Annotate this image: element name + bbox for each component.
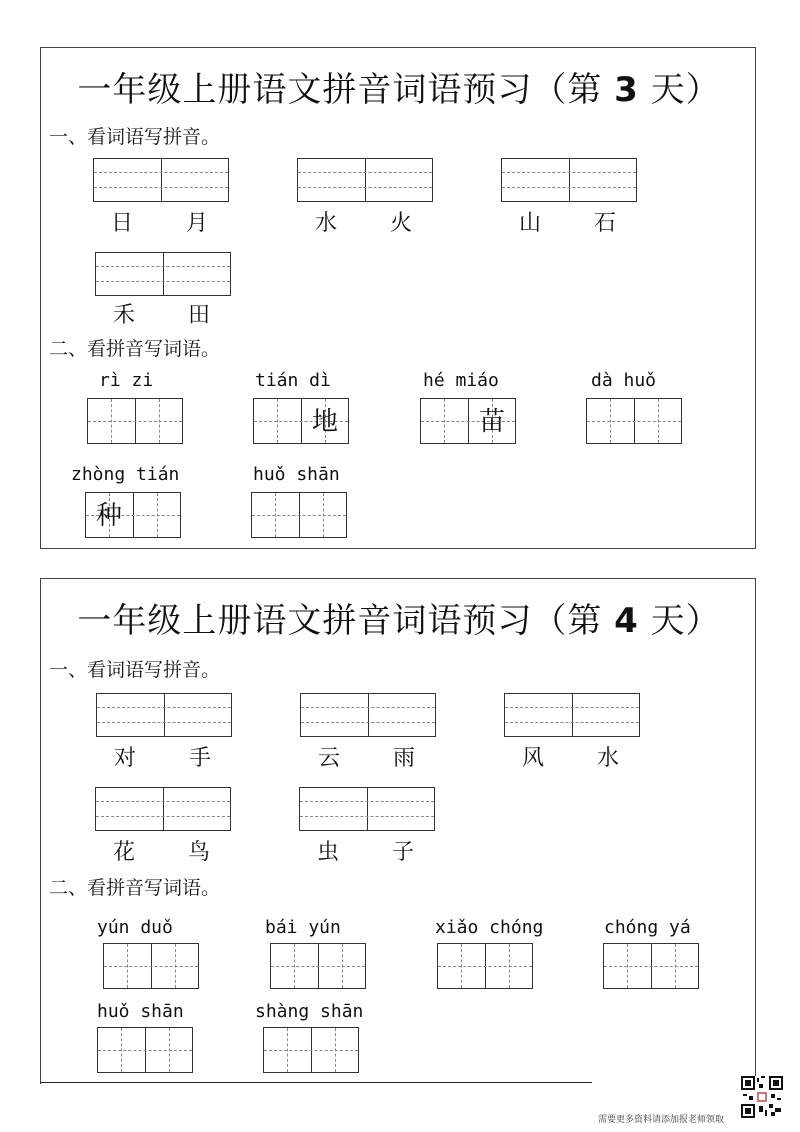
character-writing-grid[interactable] [253,398,349,444]
character-writing-grid[interactable] [251,492,347,538]
section-heading-write-pinyin: 一、看词语写拼音。 [49,659,221,681]
pinyin-answer-box[interactable] [96,693,232,737]
pinyin-prompt: shàng shān [255,1001,364,1022]
pinyin-prompt: huǒ shān [253,464,340,485]
pinyin-prompt: dà huǒ [591,370,657,391]
pinyin-prompt: xiǎo chóng [435,917,544,938]
character-writing-grid[interactable] [420,398,516,444]
section-heading-write-words: 二、看拼音写词语。 [49,338,221,360]
footer-note: 需要更多资料请添加报老师领取 [598,1115,725,1125]
character-writing-grid[interactable] [437,943,533,989]
character-writing-grid[interactable] [270,943,366,989]
bottom-border-line [40,1082,592,1083]
character-writing-grid[interactable] [103,943,199,989]
page-title-day3: 一年级上册语文拼音词语预习（第 3 天） [77,70,721,110]
pinyin-prompt: zhòng tián [71,464,180,485]
pinyin-prompt: rì zi [99,370,154,391]
worksheet-day3: 一年级上册语文拼音词语预习（第 3 天） 一、看词语写拼音。 日 月 水 火 山 石 禾 田 二、看拼音写词语。 rì zi tián dì hé miáo dà huǒ 地 苗 zhòng tián huǒ shān 种 [40,47,756,549]
character-writing-grid[interactable] [97,1027,193,1073]
section-heading-write-words: 二、看拼音写词语。 [49,877,221,899]
qr-code-icon[interactable] [741,1076,783,1118]
pinyin-prompt: hé miáo [423,370,499,391]
pinyin-prompt: bái yún [265,917,341,938]
handwritten-answer: 地 [311,407,338,437]
pinyin-prompt: chóng yá [604,917,691,938]
pinyin-prompt: tián dì [255,370,331,391]
pinyin-answer-box[interactable] [93,158,229,202]
pinyin-answer-box[interactable] [297,158,433,202]
pinyin-answer-box[interactable] [504,693,640,737]
handwritten-answer: 种 [95,501,122,531]
character-writing-grid[interactable] [603,943,699,989]
section-heading-write-pinyin: 一、看词语写拼音。 [49,126,221,148]
character-writing-grid[interactable] [85,492,181,538]
page-title-day4: 一年级上册语文拼音词语预习（第 4 天） [77,601,721,641]
pinyin-prompt: huǒ shān [97,1001,184,1022]
character-writing-grid[interactable] [263,1027,359,1073]
character-writing-grid[interactable] [586,398,682,444]
pinyin-answer-box[interactable] [95,787,231,831]
pinyin-answer-box[interactable] [501,158,637,202]
handwritten-answer: 苗 [478,407,505,437]
pinyin-answer-box[interactable] [95,252,231,296]
character-writing-grid[interactable] [87,398,183,444]
pinyin-prompt: yún duǒ [97,917,173,938]
pinyin-answer-box[interactable] [300,693,436,737]
pinyin-answer-box[interactable] [299,787,435,831]
worksheet-day4: 一年级上册语文拼音词语预习（第 4 天） 一、看词语写拼音。 对 手 云 雨 风 水 花 鸟 虫 子 二、看拼音写词语。 yún duǒ bái yún xiǎo chóng chóng yá huǒ shān shàng shān [40,578,756,1084]
